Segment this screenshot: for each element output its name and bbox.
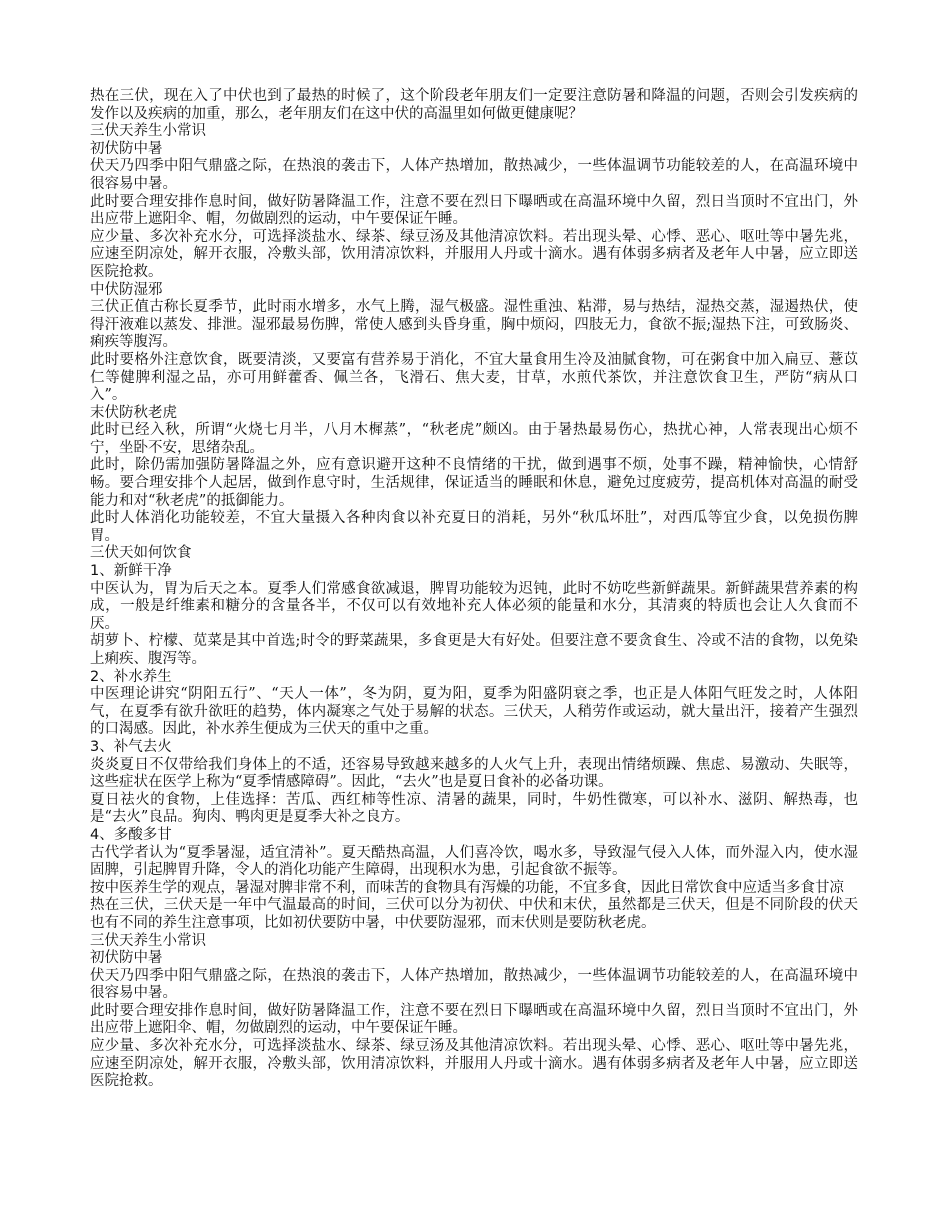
- body-paragraph: 此时人体消化功能较差，不宜大量摄入各种肉食以补充夏日的消耗，另外“秋瓜坏肚”，对西瓜等宜少食，以免损伤脾胃。: [90, 510, 858, 544]
- numbered-heading: 2、补水养生: [90, 668, 172, 685]
- section-heading: 三伏天如何饮食: [90, 545, 192, 562]
- body-paragraph: 伏天乃四季中阳气鼎盛之际，在热浪的袭击下，人体产热增加，散热减少，一些体温调节功能较差的人，在高温环境中很容易中暑。: [90, 158, 858, 192]
- section-heading: 三伏天养生小常识: [90, 932, 206, 949]
- subsection-heading: 初伏防中暑: [90, 950, 163, 967]
- body-paragraph: 中医认为，胃为后天之本。夏季人们常感食欲减退，脾胃功能较为迟钝，此时不妨吃些新鲜蔬果。新鲜蔬果营养素的构成，一般是纤维素和糖分的含量各半，不仅可以有效地补充人体必须的能量和水分，其清爽的特质也会让人久食而不厌。: [90, 580, 858, 632]
- body-paragraph: 按中医养生学的观点，暑湿对脾非常不利，而味苦的食物具有泻燥的功能，不宜多食，因此日常饮食中应适当多食甘凉: [90, 879, 844, 896]
- body-paragraph: 夏日祛火的食物，上佳选择：苦瓜、西红柿等性凉、清暑的蔬果，同时，牛奶性微寒，可以补水、滋阴、解热毒，也是“去火”良品。狗肉、鸭肉更是夏季大补之良方。: [90, 791, 858, 826]
- body-paragraph: 炎炎夏日不仅带给我们身体上的不适，还容易导致越来越多的人火气上升，表现出情绪烦躁、焦虑、易激动、失眠等，这些症状在医学上称为“夏季情感障碍”。因此，“去火”也是夏日食补的必备功课。: [90, 756, 858, 791]
- numbered-heading: 1、新鲜干净: [90, 563, 172, 580]
- body-paragraph: 古代学者认为“夏季暑湿，适宜清补”。夏天酷热高温，人们喜冷饮，喝水多，导致湿气侵入人体，而外湿入内，使水湿固脾，引起脾胃升降，令人的消化功能产生障碍，出现积水为患，引起食欲不振等。: [90, 844, 858, 879]
- body-paragraph: 三伏正值古称长夏季节，此时雨水增多，水气上腾，湿气极盛。湿性重浊、粘滞，易与热结，湿热交蒸，湿遏热伏，使得汗液难以蒸发、排泄。湿邪最易伤脾，常使人感到头昏身重，胸中烦闷，四肢无力，食欲不振;湿热下注，可致肠炎、痢疾等腹泻。: [90, 299, 858, 351]
- body-paragraph: 伏天乃四季中阳气鼎盛之际，在热浪的袭击下，人体产热增加，散热减少，一些体温调节功能较差的人，在高温环境中很容易中暑。: [90, 967, 858, 1002]
- section-heading: 三伏天养生小常识: [90, 123, 206, 140]
- numbered-heading: 3、补气去火: [90, 738, 172, 755]
- document-body: [90, 88, 858, 1091]
- body-paragraph: 中医理论讲究“阴阳五行”、“天人一体”，冬为阴，夏为阳，夏季为阳盛阴衰之季，也正是人体阳气旺发之时，人体阳气，在夏季有欲升欲旺的趋势，体内凝寒之气处于易解的状态。三伏天，人稍劳作或运动，就大量出汗，接着产生强烈的口渴感。因此，补水养生便成为三伏天的重中之重。: [90, 686, 858, 738]
- body-paragraph: 胡萝卜、柠檬、苋菜是其中首选;时令的野菜蔬果，多食更是大有好处。但要注意不要贪食生、冷或不洁的食物，以免染上痢疾、腹泻等。: [90, 633, 858, 667]
- intro-paragraph: 热在三伏，现在入了中伏也到了最热的时候了，这个阶段老年朋友们一定要注意防暑和降温的问题，否则会引发疾病的发作以及疾病的加重，那么，老年朋友们在这中伏的高温里如何做更健康呢？: [90, 88, 858, 122]
- body-paragraph: 此时，除仍需加强防暑降温之外，应有意识避开这种不良情绪的干扰，做到遇事不烦，处事不躁，精神愉快，心情舒畅。要合理安排个人起居，做到作息守时，生活规律，保证适当的睡眠和休息，避免过度疲劳，提高机体对高温的耐受能力和对“秋老虎”的抵御能力。: [90, 457, 858, 509]
- numbered-heading: 4、多酸多甘: [90, 826, 172, 843]
- subsection-heading: 初伏防中暑: [90, 140, 163, 157]
- body-paragraph: 应少量、多次补充水分，可选择淡盐水、绿茶、绿豆汤及其他清凉饮料。若出现头晕、心悸、恶心、呕吐等中暑先兆，应速至阴凉处，解开衣服，冷敷头部，饮用清凉饮料，并服用人丹或十滴水。遇有体弱多病者及老年人中暑，应立即送医院抢救。: [90, 228, 858, 280]
- subsection-heading: 中伏防湿邪: [90, 281, 163, 298]
- body-paragraph: 此时要格外注意饮食，既要清淡，又要富有营养易于消化，不宜大量食用生冷及油腻食物，可在粥食中加入扁豆、薏苡仁等健脾利湿之品，亦可用鲜藿香、佩兰各，飞滑石、焦大麦，甘草，水煎代茶饮，并注意饮食卫生，严防“病从口入”。: [90, 351, 858, 404]
- body-paragraph: 此时要合理安排作息时间，做好防暑降温工作，注意不要在烈日下曝晒或在高温环境中久留，烈日当顶时不宜出门，外出应带上遮阳伞、帽，勿做剧烈的运动，中午要保证午睡。: [90, 193, 858, 228]
- subsection-heading: 末伏防秋老虎: [90, 404, 177, 421]
- body-paragraph: 热在三伏，三伏天是一年中气温最高的时间，三伏可以分为初伏、中伏和末伏，虽然都是三伏天，但是不同阶段的伏天也有不同的养生注意事项，比如初伏要防中暑，中伏要防湿邪，而末伏则是要防秋老虎。: [90, 897, 858, 931]
- body-paragraph: 应少量、多次补充水分，可选择淡盐水、绿茶、绿豆汤及其他清凉饮料。若出现头晕、心悸、恶心、呕吐等中暑先兆，应速至阴凉处，解开衣服，冷敷头部，饮用清凉饮料，并服用人丹或十滴水。遇有体弱多病者及老年人中暑，应立即送医院抢救。: [90, 1038, 858, 1090]
- body-paragraph: 此时要合理安排作息时间，做好防暑降温工作，注意不要在烈日下曝晒或在高温环境中久留，烈日当顶时不宜出门，外出应带上遮阳伞、帽，勿做剧烈的运动，中午要保证午睡。: [90, 1002, 858, 1037]
- body-paragraph: 此时已经入秋，所谓“火烧七月半，八月木樨蒸”，“秋老虎”颇凶。由于暑热最易伤心，热扰心神，人常表现出心烦不宁，坐卧不安，思绪杂乱。: [90, 422, 858, 456]
